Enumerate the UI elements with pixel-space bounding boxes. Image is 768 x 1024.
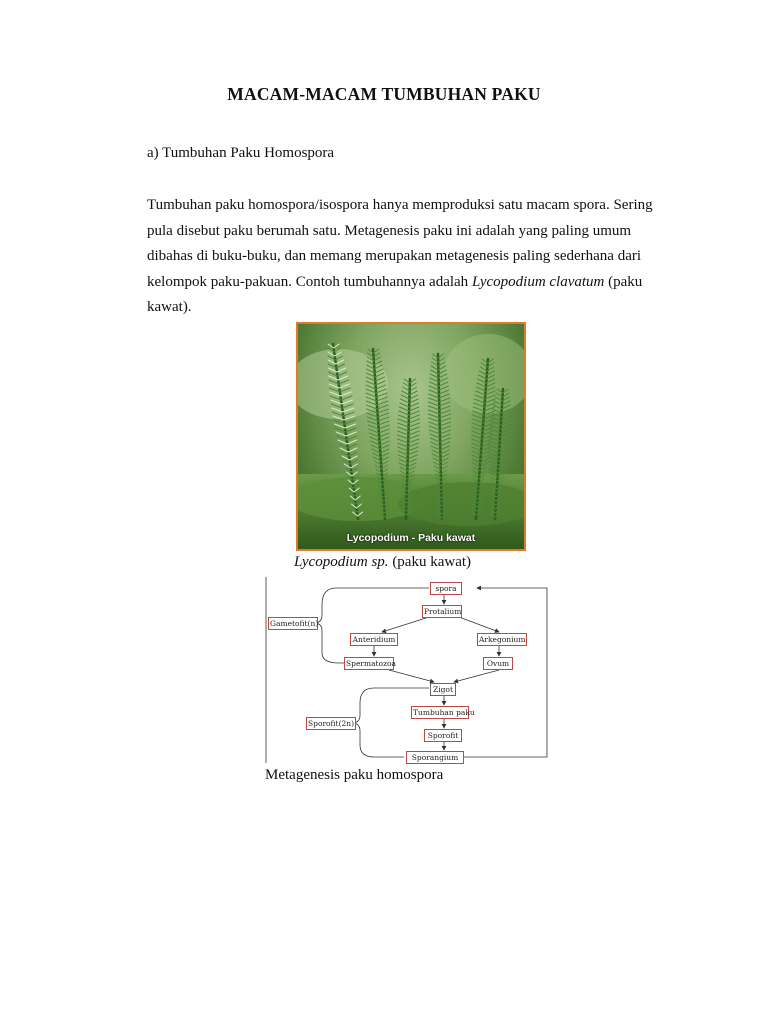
paragraph-text-end: (paku kawat). bbox=[147, 273, 643, 315]
section-heading: a) Tumbuhan Paku Homospora bbox=[147, 145, 335, 161]
metagenesis-diagram bbox=[264, 575, 554, 765]
node-ovum: Ovum bbox=[483, 657, 513, 670]
lycopodium-photo bbox=[296, 322, 526, 551]
photo-label: Lycopodium - Paku kawat bbox=[346, 532, 476, 544]
node-protalium: Protalium bbox=[424, 607, 462, 616]
lycopodium-illustration bbox=[298, 324, 524, 549]
photo-caption-rest: (paku kawat) bbox=[388, 554, 472, 570]
paragraph-species-name: Lycopodium clavatum bbox=[471, 273, 605, 290]
photo-caption bbox=[294, 554, 471, 571]
node-spermatozoa: Spermatozoa bbox=[346, 659, 397, 668]
label-gametofit: Gametofit(n) bbox=[270, 619, 319, 628]
photo-caption-species: Lycopodium sp. bbox=[294, 554, 389, 570]
node-anteridium: Anteridium bbox=[350, 633, 398, 646]
diagram-connectors bbox=[264, 575, 554, 765]
label-sporofit-2n: Sporofit(2n) bbox=[308, 719, 355, 728]
body-paragraph bbox=[147, 193, 677, 321]
node-zigot: Zigot bbox=[430, 683, 456, 696]
node-sporofit: Sporofit bbox=[424, 729, 462, 742]
page-title: MACAM-MACAM TUMBUHAN PAKU bbox=[227, 84, 541, 104]
node-spora: spora bbox=[430, 582, 462, 595]
node-arkegonium: Arkegonium bbox=[479, 635, 526, 644]
paragraph-text: Tumbuhan paku homospora/isospora hanya memproduksi satu macam spora. Sering pula disebut paku berumah satu. Metagenesis paku ini adalah yang paling umum dibahas di buku-buku, dan memang merupakan metagenesis paling sederhana dari kelompok paku-pakuan. Contoh tumbuhannya adalah bbox=[147, 197, 653, 290]
node-sporangium: Sporangium bbox=[406, 751, 464, 764]
diagram-caption: Metagenesis paku homospora bbox=[265, 767, 444, 783]
node-tumbuhan-paku: Tumbuhan paku bbox=[413, 708, 475, 717]
